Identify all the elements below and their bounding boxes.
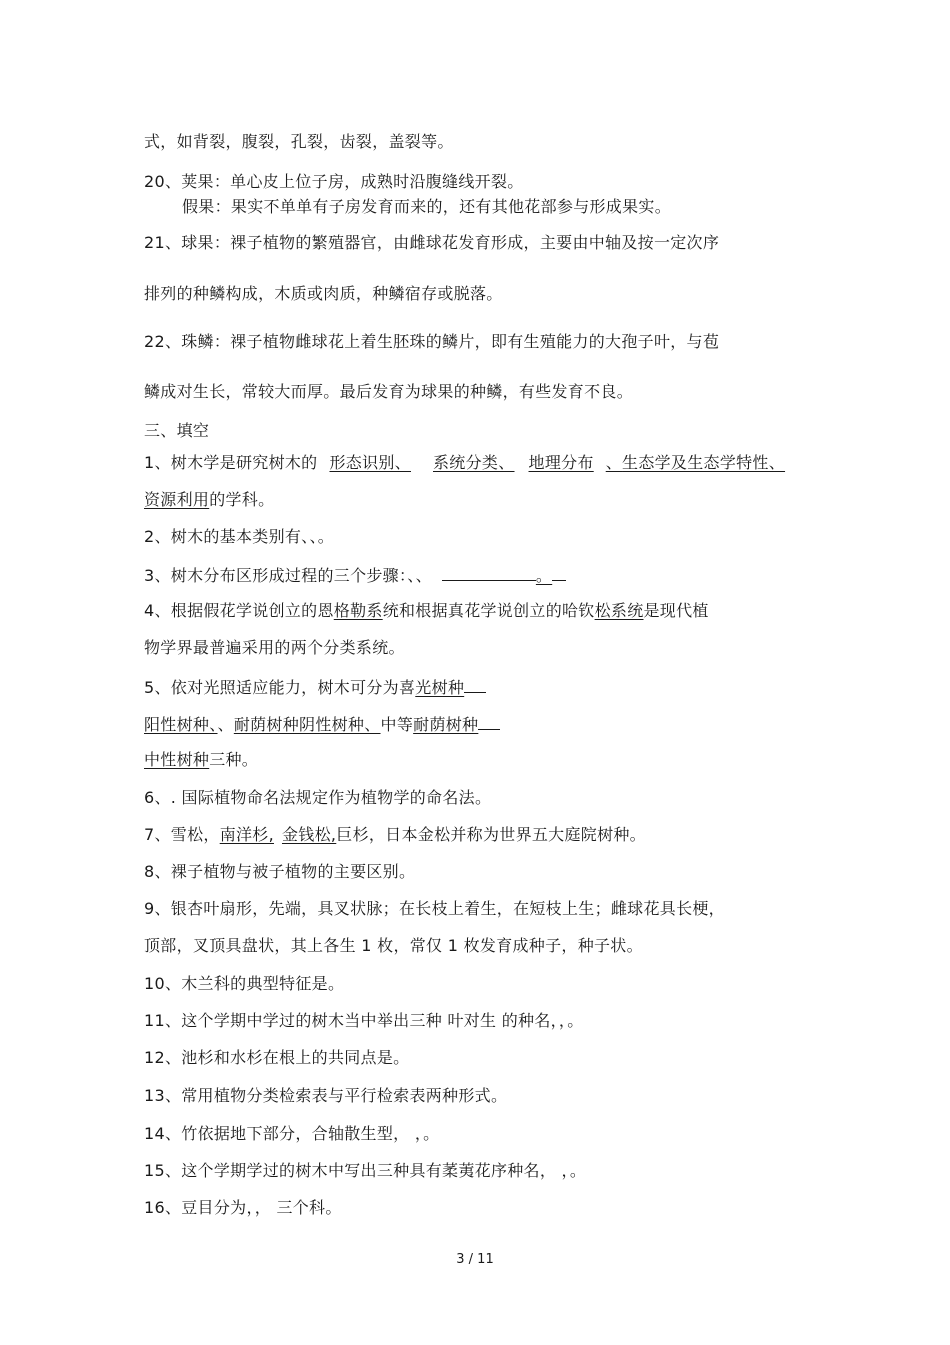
filled-answer: 南洋杉, [219, 825, 274, 844]
answer-blank [552, 564, 566, 581]
text-span: 3、树木分布区形成过程的三个步骤：、、 [144, 566, 432, 585]
answer-blank [464, 676, 486, 693]
filled-answer: 生态学及生态学特性、 [622, 453, 786, 472]
text-span: 三种。 [209, 750, 259, 769]
text-line [144, 490, 274, 510]
filled-answer: 耐荫树种 [413, 715, 479, 734]
answer-blank [442, 564, 536, 581]
text-span: 统和根据真花学说创立的哈钦 [382, 601, 595, 620]
filled-answer: 阳性树种、 [144, 715, 218, 734]
text-line: 排列的种鳞构成，木质或肉质，种鳞宿存或脱落。 [144, 284, 503, 303]
section-heading: 三、填空 [144, 421, 210, 440]
filled-answer: 中性树种 [144, 750, 210, 769]
text-line [144, 564, 566, 586]
text-line: 8、裸子植物与被子植物的主要区别。 [144, 862, 416, 881]
text-line: 鳞成对生长，常较大而厚。最后发育为球果的种鳞，有些发育不良。 [144, 382, 634, 401]
text-line: 15、这个学期学过的树木中写出三种具有葇荑花序种名， ，。 [144, 1161, 587, 1180]
text-line: 式，如背裂，腹裂，孔裂，齿裂，盖裂等。 [144, 132, 454, 151]
filled-answer: 格勒系 [333, 601, 383, 620]
text-line: 21、球果：裸子植物的繁殖器官，由雌球花发育形成，主要由中轴及按一定次序 [144, 233, 720, 252]
text-line: 20、荚果：单心皮上位子房，成熟时沿腹缝线开裂。 [144, 172, 524, 191]
filled-answer: 形态识别、 [329, 453, 411, 472]
filled-answer: 资源利用 [144, 490, 210, 509]
filled-answer: 光树种 [415, 678, 465, 697]
text-line [144, 825, 646, 845]
text-line: 11、这个学期中学过的树木当中举出三种 叶对生 的种名，，。 [144, 1011, 584, 1030]
text-line: 22、珠鳞：裸子植物雌球花上着生胚珠的鳞片，即有生殖能力的大孢子叶，与苞 [144, 332, 720, 351]
text-line: 2、树木的基本类别有、、。 [144, 527, 335, 546]
text-span: 4、根据假花学说创立的恩 [144, 601, 334, 620]
text-span: 5、依对光照适应能力，树木可分为喜 [144, 678, 416, 697]
text-span: 、 [605, 453, 623, 472]
text-span: 巨杉，日本金松并称为世界五大庭院树种。 [336, 825, 646, 844]
text-line [144, 713, 500, 735]
page-number: 3 / 11 [456, 1252, 494, 1267]
filled-answer: 系统分类、 [433, 453, 515, 472]
text-span: 7、雪松， [144, 825, 220, 844]
text-line [144, 601, 709, 621]
answer-blank [478, 713, 500, 730]
text-span: 是现代植 [643, 601, 709, 620]
filled-answer: 金钱松, [281, 825, 337, 844]
text-span: 中等 [380, 715, 414, 734]
text-line [144, 453, 785, 473]
text-line: 物学界最普遍采用的两个分类系统。 [144, 638, 405, 657]
text-span: 。 [535, 566, 553, 585]
filled-answer: 地理分布 [528, 453, 594, 472]
text-span: 、 [217, 715, 234, 734]
text-line: 14、竹依据地下部分，合轴散生型， ，。 [144, 1124, 440, 1143]
text-span: 的学科。 [209, 490, 275, 509]
text-line: 13、常用植物分类检索表与平行检索表两种形式。 [144, 1086, 508, 1105]
text-line [144, 676, 486, 698]
text-line: 6、. 国际植物命名法规定作为植物学的命名法。 [144, 788, 492, 807]
text-line: 12、池杉和水杉在根上的共同点是。 [144, 1048, 410, 1067]
text-line: 假果：果实不单单有子房发育而来的，还有其他花部参与形成果实。 [182, 197, 672, 216]
filled-answer: 耐荫树种阴性树种、 [233, 715, 381, 734]
text-line [144, 750, 258, 770]
text-span: 1、树木学是研究树木的 [144, 453, 318, 472]
text-line: 10、木兰科的典型特征是。 [144, 974, 345, 993]
text-line: 顶部，叉顶具盘状，其上各生 1 枚，常仅 1 枚发育成种子，种子状。 [144, 936, 643, 955]
filled-answer: 松系统 [594, 601, 644, 620]
text-line: 16、豆目分为，， 三个科。 [144, 1198, 342, 1217]
text-line: 9、银杏叶扇形，先端，具叉状脉；在长枝上着生，在短枝上生；雌球花具长梗， [144, 899, 725, 918]
